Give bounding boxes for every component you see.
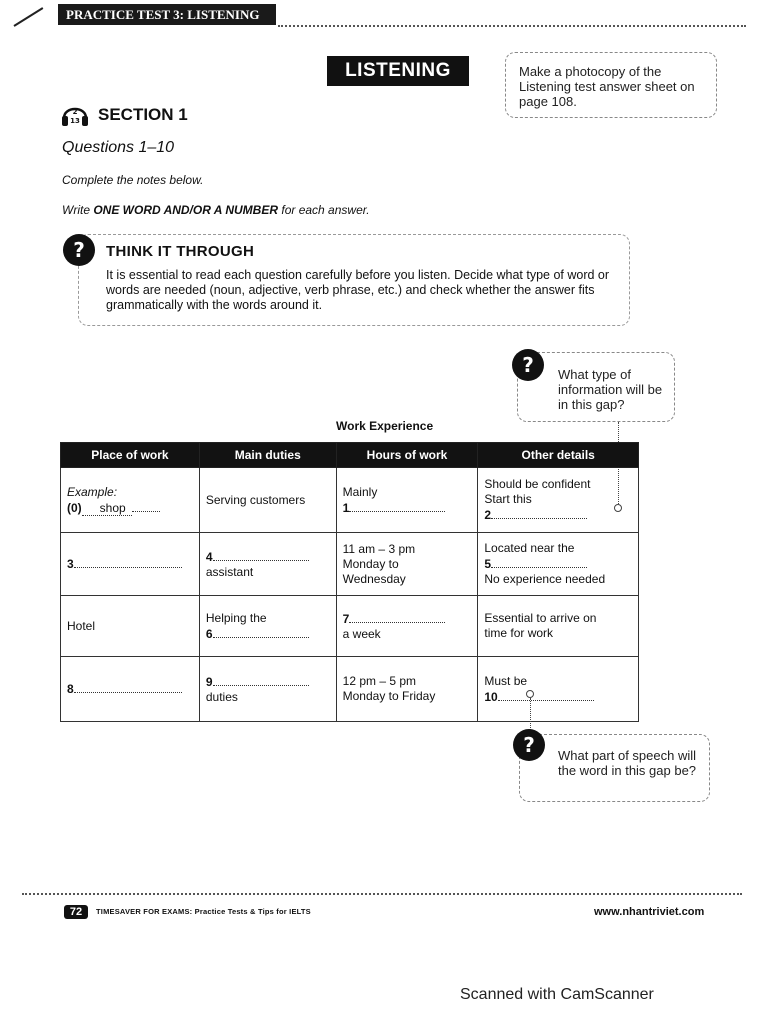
- gap-number: 5: [484, 557, 492, 571]
- gap-number: 8: [67, 682, 74, 696]
- pen-mark: [13, 7, 43, 27]
- gap-number: 3: [67, 557, 74, 571]
- cell-details: [478, 468, 639, 533]
- instruction-complete: Complete the notes below.: [62, 173, 204, 187]
- header-details: Other details: [478, 443, 639, 468]
- work-experience-table: [60, 442, 639, 722]
- lightbulb-question-icon: ?: [63, 234, 95, 266]
- answer-gap-1[interactable]: [349, 500, 445, 512]
- instruction-prefix: Write: [62, 203, 90, 217]
- gap-number: 4: [205, 549, 213, 564]
- hours-line: Wednesday: [342, 571, 406, 586]
- scanner-watermark: Scanned with CamScanner: [460, 986, 654, 1003]
- example-answer: shop: [82, 501, 132, 516]
- cell-duties: [199, 596, 336, 657]
- cell-details: [478, 533, 639, 596]
- cell-hours: [336, 596, 478, 657]
- instruction-write: [62, 203, 370, 217]
- cell-details: [478, 596, 639, 657]
- section-title: SECTION 1: [98, 105, 188, 124]
- gap-number: 1: [342, 500, 350, 515]
- duties-line: assistant: [205, 564, 254, 579]
- details-line: Essential to arrive on: [484, 611, 597, 625]
- table-row: [61, 468, 639, 533]
- table-row: [61, 533, 639, 596]
- cell-duties: [199, 657, 336, 722]
- table-row: [61, 657, 639, 722]
- hours-line: Monday to: [342, 556, 399, 571]
- footer-divider: [22, 893, 742, 895]
- table-header-row: [61, 443, 639, 468]
- details-line: Start this: [484, 492, 532, 506]
- example-number: (0): [67, 500, 82, 515]
- hours-line: 12 pm – 5 pm: [342, 674, 417, 688]
- cell-hours: [336, 468, 478, 533]
- answer-gap-10[interactable]: [498, 689, 594, 701]
- gap-number: 7: [342, 611, 350, 626]
- cell-place: [61, 533, 200, 596]
- cell-duties: Serving customers: [199, 468, 336, 533]
- header-tab: PRACTICE TEST 3: LISTENING: [58, 4, 276, 25]
- cell-duties: [199, 533, 336, 596]
- instruction-bold: ONE WORD AND/OR A NUMBER: [93, 203, 279, 217]
- details-line: Should be confident: [484, 477, 591, 491]
- book-title: TIMESAVER FOR EXAMS: Practice Tests & Tips for IELTS: [96, 907, 311, 916]
- table-title: Work Experience: [336, 419, 434, 433]
- hours-line: Monday to Friday: [342, 689, 436, 703]
- think-text: It is essential to read each question carefully before you listen. Decide what type of word or words are needed (noun, adjective, verb phrase, etc.) and check whether the answer fits grammatically with the words around it.: [106, 268, 610, 312]
- hours-line: 11 am – 3 pm: [342, 541, 416, 556]
- callout-part-of-speech: What part of speech will the word in this gap be?: [519, 734, 710, 802]
- answer-gap-8[interactable]: [74, 681, 182, 693]
- gap-number: 9: [205, 674, 213, 689]
- duties-line: duties: [205, 689, 238, 704]
- questions-range: Questions 1–10: [62, 139, 175, 156]
- answer-gap-2[interactable]: [491, 507, 587, 519]
- answer-gap-6[interactable]: [213, 626, 309, 638]
- table-row: [61, 596, 639, 657]
- svg-text:2: 2: [72, 108, 78, 116]
- answer-gap-4[interactable]: [213, 549, 309, 561]
- cell-details: [478, 657, 639, 722]
- cell-place: Hotel: [61, 596, 200, 657]
- header-hours: Hours of work: [336, 443, 478, 468]
- hours-line: a week: [342, 626, 381, 641]
- connector-ring: [526, 690, 534, 698]
- answer-gap-7[interactable]: [349, 611, 445, 623]
- cell-hours: [336, 533, 478, 596]
- gap-number: 6: [205, 626, 213, 641]
- think-title: THINK IT THROUGH: [106, 243, 255, 260]
- cell-hours: [336, 657, 478, 722]
- lightbulb-question-icon: ?: [512, 349, 544, 381]
- callout-photocopy: Make a photocopy of the Listening test answer sheet on page 108.: [505, 52, 717, 118]
- answer-gap-9[interactable]: [213, 674, 309, 686]
- publisher-url: www.nhantriviet.com: [594, 906, 705, 918]
- details-line: No experience needed: [484, 572, 606, 586]
- details-line: Must be: [484, 673, 528, 688]
- callout-info-type: What type of information will be in this gap?: [517, 352, 675, 422]
- answer-gap-5[interactable]: [491, 556, 587, 568]
- header-place: Place of work: [61, 443, 200, 468]
- page-number: 72: [64, 905, 88, 919]
- cell-place: [61, 657, 200, 722]
- headphones-track-icon: [60, 100, 90, 128]
- gap-number: 2: [484, 508, 492, 522]
- example-label: Example:: [67, 484, 118, 499]
- instruction-suffix: for each answer.: [281, 203, 370, 217]
- header-divider: [278, 25, 746, 27]
- duties-line: Helping the: [205, 610, 267, 625]
- answer-gap-3[interactable]: [74, 556, 182, 568]
- lightbulb-question-icon: ?: [513, 729, 545, 761]
- details-line: Located near the: [484, 541, 575, 555]
- details-line: time for work: [484, 626, 554, 640]
- gap-number: 10: [484, 689, 498, 704]
- svg-text:13: 13: [70, 117, 80, 125]
- cell-place: [61, 468, 200, 533]
- header-duties: Main duties: [199, 443, 336, 468]
- hours-line: Mainly: [342, 484, 378, 499]
- page-title: LISTENING: [327, 56, 469, 86]
